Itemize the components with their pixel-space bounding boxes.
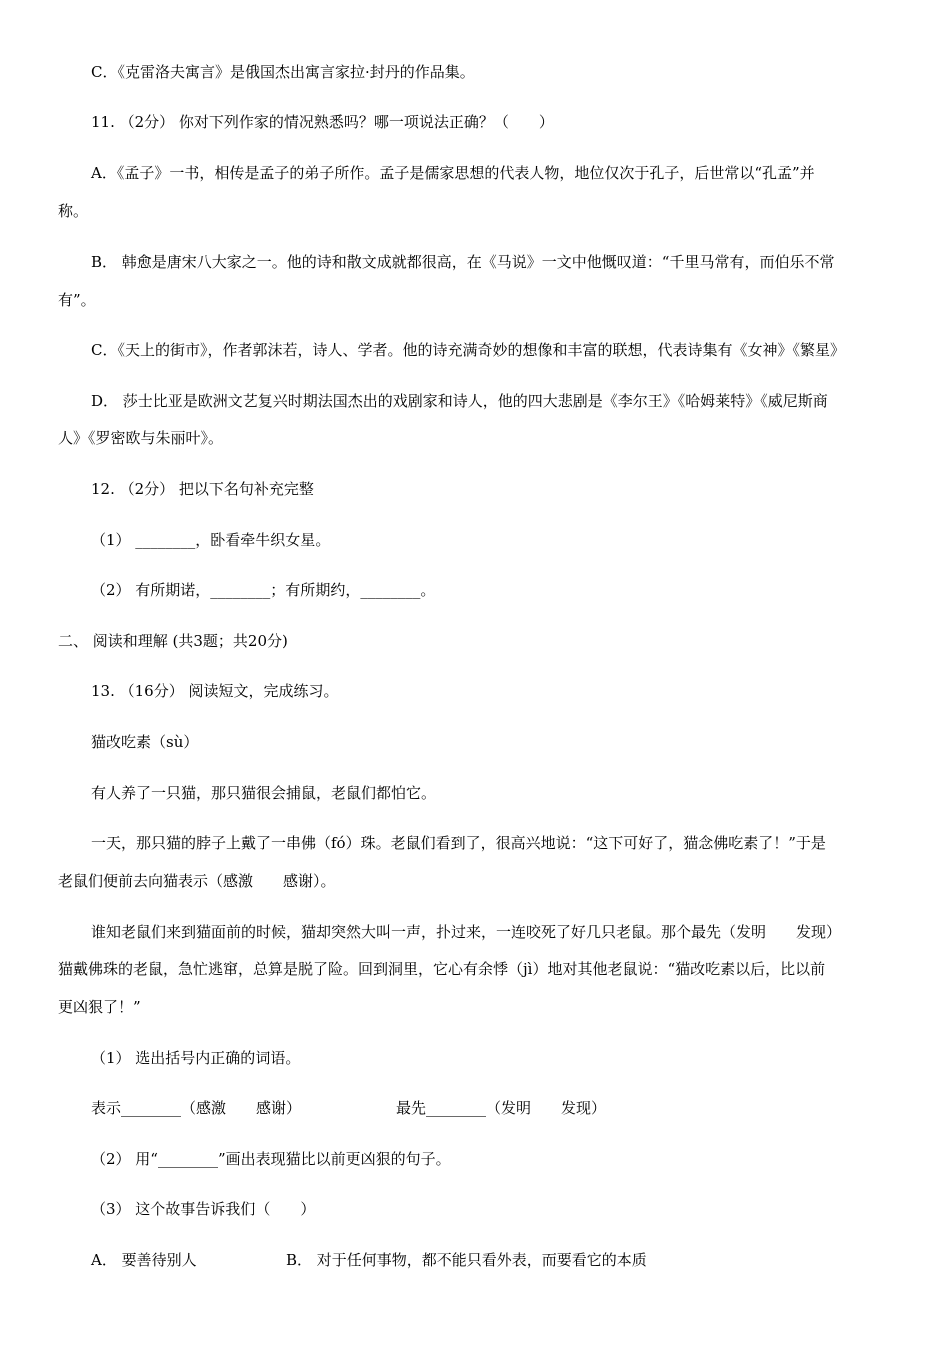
q11-stem: 11. （2分） 你对下列作家的情况熟悉吗？哪一项说法正确？（ ） [91, 113, 554, 131]
q12-stem: 12. （2分） 把以下名句补充完整 [91, 480, 314, 498]
q13-sub-1: （1） 选出括号内正确的词语。 [91, 1049, 301, 1067]
passage-paragraph-2-line2: 老鼠们便前去向猫表示（感激 感谢）。 [58, 872, 336, 890]
q13-sub-1-blank-b: 最先________（发明 发现） [396, 1099, 607, 1117]
passage-paragraph-3-line2: 猫戴佛珠的老鼠，急忙逃窜，总算是脱了险。回到洞里，它心有余悸（jì）地对其他老鼠说：“猫改吃素以后，比以前 [58, 960, 826, 978]
q12-item-1: （1） ________，卧看牵牛织女星。 [91, 531, 331, 549]
passage-paragraph-3-line1: 谁知老鼠们来到猫面前的时候，猫却突然大叫一声，扑过来，一连咬死了好几只老鼠。那个最先（发明 发现） [91, 923, 842, 941]
q11-option-b-line2: 有”。 [58, 291, 96, 309]
passage-title: 猫改吃素（sù） [91, 733, 199, 751]
q11-option-d-line1: D． 莎士比亚是欧洲文艺复兴时期法国杰出的戏剧家和诗人，他的四大悲剧是《李尔王》《哈姆莱特》《威尼斯商 [91, 392, 828, 410]
q11-option-a-line1: A．《孟子》一书，相传是孟子的弟子所作。孟子是儒家思想的代表人物，地位仅次于孔子，后世常以“孔孟”并 [91, 164, 815, 182]
q11-option-a-line2: 称。 [58, 202, 89, 220]
q13-sub-1-blank-a: 表示________（感激 感谢） [91, 1099, 302, 1117]
passage-paragraph-1: 有人养了一只猫，那只猫很会捕鼠，老鼠们都怕它。 [91, 784, 437, 802]
q13-sub-3: （3） 这个故事告诉我们（ ） [91, 1200, 316, 1218]
q11-option-b-line1: B． 韩愈是唐宋八大家之一。他的诗和散文成就都很高，在《马说》一文中他慨叹道：“千里马常有，而伯乐不常 [91, 253, 835, 271]
q11-option-c: C．《天上的街市》，作者郭沫若，诗人、学者。他的诗充满奇妙的想像和丰富的联想，代表诗集有《女神》《繁星》 [91, 341, 845, 359]
passage-paragraph-3-line3: 更凶狠了！” [58, 998, 141, 1016]
q10-option-c: C．《克雷洛夫寓言》是俄国杰出寓言家拉·封丹的作品集。 [91, 63, 475, 81]
q13-sub-3-option-b: B． 对于任何事物，都不能只看外表，而要看它的本质 [286, 1251, 647, 1269]
q13-sub-3-option-a: A． 要善待别人 [91, 1251, 197, 1269]
section-heading-reading: 二、 阅读和理解 (共3题；共20分) [58, 632, 288, 650]
q13-stem: 13. （16分） 阅读短文，完成练习。 [91, 682, 339, 700]
q13-sub-2: （2） 用“________”画出表现猫比以前更凶狠的句子。 [91, 1150, 451, 1168]
passage-paragraph-2-line1: 一天，那只猫的脖子上戴了一串佛（fó）珠。老鼠们看到了，很高兴地说：“这下可好了，猫念佛吃素了！”于是 [91, 834, 826, 852]
q11-option-d-line2: 人》《罗密欧与朱丽叶》。 [58, 429, 224, 447]
q12-item-2: （2） 有所期诺，________；有所期约，________。 [91, 581, 436, 599]
